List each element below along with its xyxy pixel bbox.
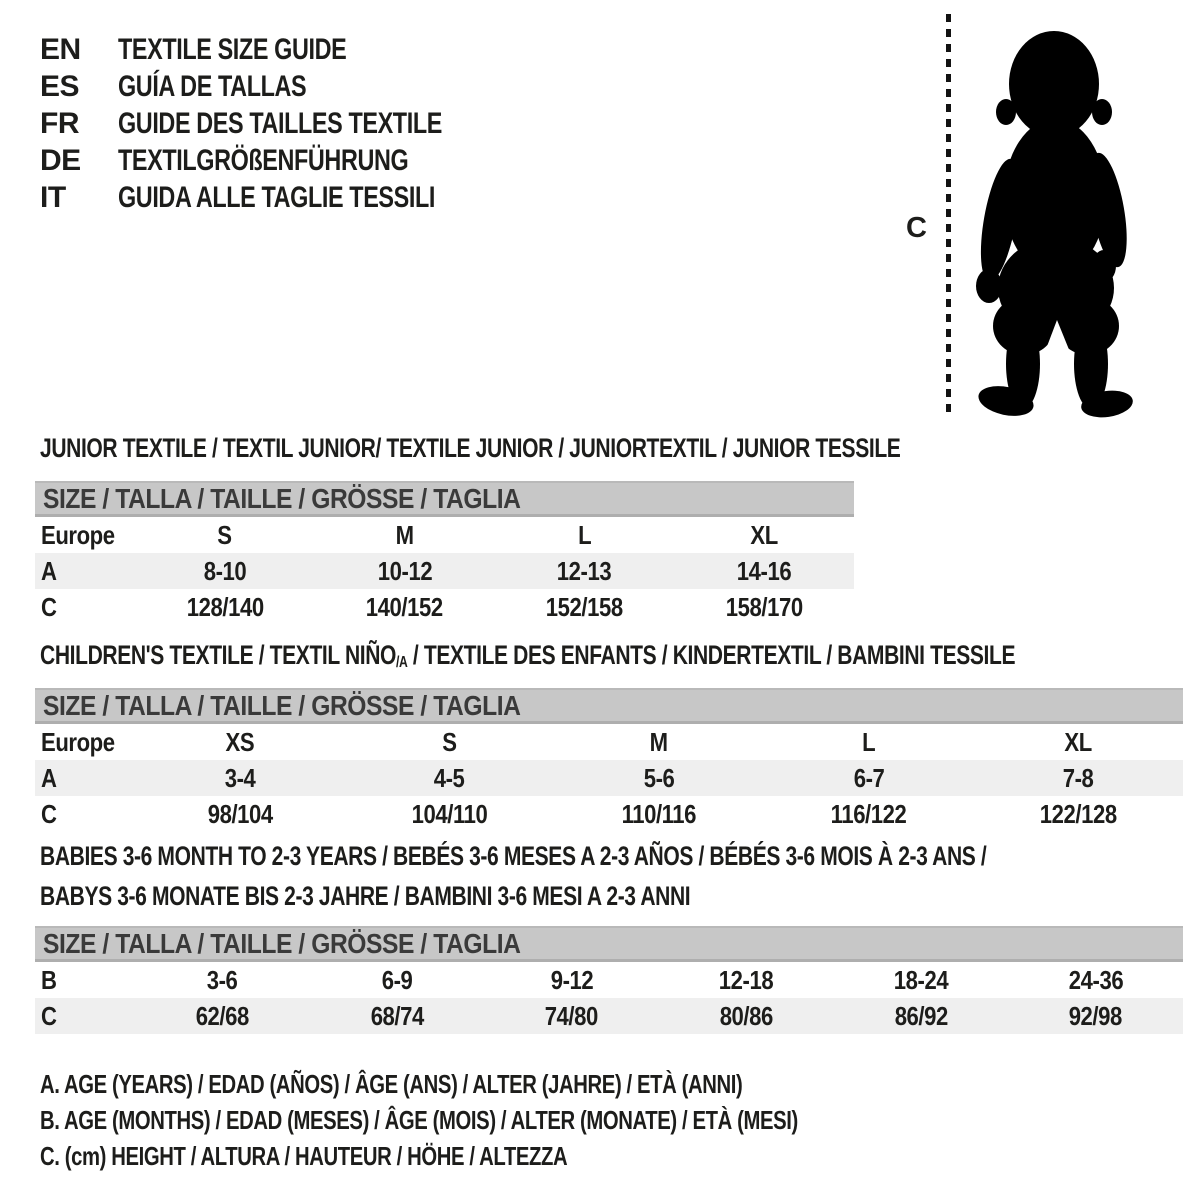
size-cell: XS — [225, 726, 255, 757]
babies-size-table — [35, 926, 1183, 1034]
size-cell: 12-13 — [557, 555, 612, 586]
size-header-text: SIZE / TALLA / TAILLE / GRÖSSE / TAGLIA — [43, 927, 521, 959]
size-cell: 68/74 — [370, 1000, 424, 1031]
footnote-b — [40, 1102, 1012, 1138]
babies-section-title-line2 — [40, 878, 874, 914]
children-title-suffix: / TEXTILE DES ENFANTS / KINDERTEXTIL / BAMBINI TESSILE — [407, 640, 1016, 670]
footnote-a-text: A. AGE (YEARS) / EDAD (AÑOS) / ÂGE (ANS) / ALTER (JAHRE) / ETÀ (ANNI) — [40, 1069, 743, 1099]
size-cell: XL — [1064, 726, 1092, 757]
language-code: ES — [40, 69, 80, 103]
size-cell: 6-9 — [381, 964, 413, 995]
row-label: C — [41, 798, 57, 829]
size-cell: 10-12 — [377, 555, 432, 586]
row-label: A — [41, 762, 57, 793]
size-cell: 80/86 — [719, 1000, 773, 1031]
guide-title: GUIDE DES TAILLES TEXTILE — [118, 106, 442, 140]
size-header-text: SIZE / TALLA / TAILLE / GRÖSSE / TAGLIA — [43, 482, 521, 514]
footnote-c — [40, 1138, 1012, 1174]
size-cell: 152/158 — [545, 591, 623, 622]
junior-section-title — [40, 430, 1143, 466]
table-row — [35, 589, 854, 625]
size-cell: 86/92 — [894, 1000, 948, 1031]
table-row — [35, 796, 1183, 832]
row-label: B — [41, 964, 57, 995]
guide-title: TEXTILE SIZE GUIDE — [118, 32, 347, 66]
guide-title: GUIDA ALLE TAGLIE TESSILI — [118, 180, 435, 214]
size-cell: S — [442, 726, 457, 757]
language-code: FR — [40, 106, 79, 140]
size-cell: 12-18 — [719, 964, 774, 995]
language-code: IT — [40, 180, 66, 214]
children-title-prefix: CHILDREN'S TEXTILE / TEXTIL NIÑO — [40, 640, 397, 670]
table-row — [35, 760, 1183, 796]
guide-title: TEXTILGRÖßENFÜHRUNG — [118, 143, 409, 177]
babies-section-title-line1 — [40, 838, 1200, 874]
children-section-title — [40, 637, 1200, 673]
size-cell: XL — [750, 519, 778, 550]
language-code: DE — [40, 143, 81, 177]
size-cell: 158/170 — [725, 591, 803, 622]
size-cell: 6-7 — [853, 762, 884, 793]
children-size-table — [35, 688, 1183, 832]
size-cell: L — [577, 519, 591, 550]
size-cell: 92/98 — [1069, 1000, 1123, 1031]
footnote-a — [40, 1066, 1012, 1102]
size-cell: 104/110 — [411, 798, 488, 829]
size-cell: S — [217, 519, 233, 550]
row-label: C — [41, 591, 57, 622]
junior-size-table — [35, 481, 854, 625]
legend-footnotes — [40, 1066, 1012, 1174]
height-measure-label: C — [906, 212, 927, 244]
table-row — [35, 962, 1183, 998]
table-row — [35, 553, 854, 589]
size-header-text: SIZE / TALLA / TAILLE / GRÖSSE / TAGLIA — [43, 689, 521, 721]
height-figure — [0, 0, 1200, 430]
size-cell: 116/122 — [830, 798, 907, 829]
size-cell: 74/80 — [545, 1000, 599, 1031]
junior-section-title-text: JUNIOR TEXTILE / TEXTIL JUNIOR/ TEXTILE JUNIOR / JUNIORTEXTIL / JUNIOR TESSILE — [40, 433, 901, 463]
height-measure-dashed-line — [946, 14, 951, 418]
size-cell: 62/68 — [195, 1000, 249, 1031]
babies-title-line2-text: BABYS 3-6 MONATE BIS 2-3 JAHRE / BAMBINI 3-6 MESI A 2-3 ANNI — [40, 881, 691, 911]
size-cell: 18-24 — [893, 964, 949, 995]
children-section-title-text — [40, 637, 1015, 678]
table-row — [35, 998, 1183, 1034]
size-cell: 128/140 — [186, 591, 264, 622]
footnote-b-text: B. AGE (MONTHS) / EDAD (MESES) / ÂGE (MOIS) / ALTER (MONATE) / ETÀ (MESI) — [40, 1105, 798, 1135]
size-cell: 5-6 — [643, 762, 675, 793]
size-cell: 110/116 — [621, 798, 697, 829]
children-title-subscript: /A — [396, 654, 408, 672]
size-cell: 8-10 — [203, 555, 247, 586]
row-label: Europe — [41, 726, 115, 757]
size-cell: 98/104 — [207, 798, 273, 829]
table-row — [35, 724, 1183, 760]
size-cell: 3-6 — [207, 964, 238, 995]
size-cell: L — [862, 726, 876, 757]
guide-title: GUÍA DE TALLAS — [118, 69, 307, 103]
size-cell: M — [649, 726, 668, 757]
size-cell: M — [395, 519, 414, 550]
size-header-bar — [35, 481, 854, 517]
size-cell: 122/128 — [1039, 798, 1117, 829]
size-cell: 24-36 — [1068, 964, 1123, 995]
size-header-bar — [35, 688, 1183, 724]
size-cell: 140/152 — [366, 591, 444, 622]
language-code: EN — [40, 32, 81, 66]
row-label: C — [41, 1000, 57, 1031]
size-cell: 4-5 — [434, 762, 465, 793]
babies-title-line1-text: BABIES 3-6 MONTH TO 2-3 YEARS / BEBÉS 3-6 MESES A 2-3 AÑOS / BÉBÉS 3-6 MOIS À 2-3 ANS / — [40, 841, 987, 871]
table-row — [35, 517, 854, 553]
size-cell: 3-4 — [224, 762, 256, 793]
size-cell: 14-16 — [736, 555, 792, 586]
size-header-bar — [35, 926, 1183, 962]
footnote-c-text: C. (cm) HEIGHT / ALTURA / HAUTEUR / HÖHE / ALTEZZA — [40, 1141, 568, 1171]
row-label: Europe — [41, 519, 115, 550]
size-cell: 9-12 — [550, 964, 593, 995]
size-cell: 7-8 — [1062, 762, 1094, 793]
row-label: A — [41, 555, 57, 586]
toddler-silhouette-icon — [960, 12, 1146, 420]
